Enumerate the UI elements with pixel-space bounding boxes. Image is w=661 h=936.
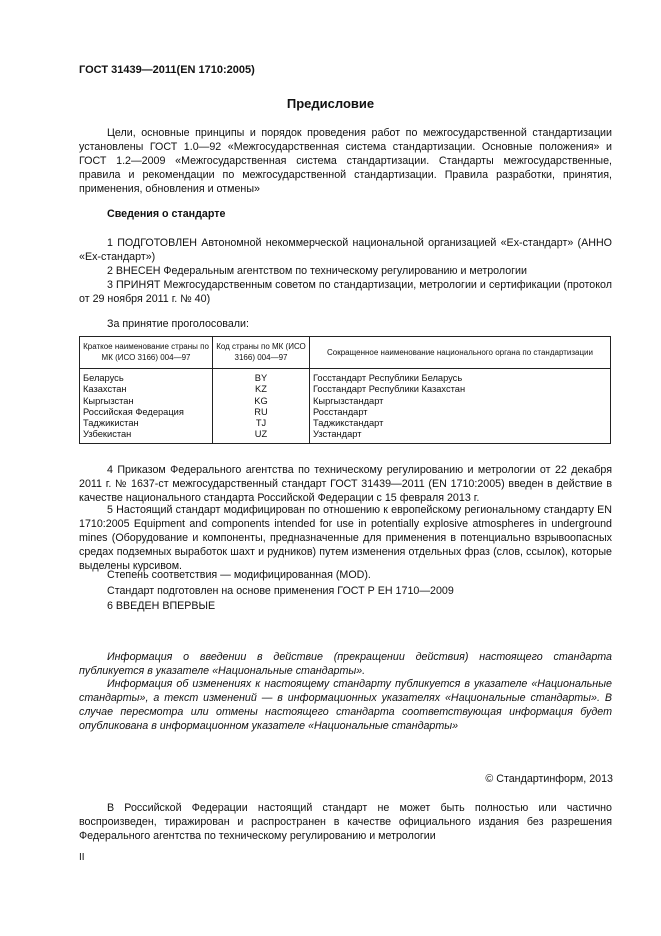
code-cell: UZ [213, 429, 310, 443]
degree-of-conformity: Степень соответствия — модифицированная (MOD). [107, 569, 371, 581]
voting-countries-table [79, 336, 611, 444]
body-cell: Росстандарт [310, 407, 611, 418]
table-row [80, 407, 611, 418]
item-6-introduced-first: 6 ВВЕДЕН ВПЕРВЫЕ [107, 600, 216, 612]
country-cell: Кыргызстан [80, 396, 213, 407]
body-cell: Кыргызстандарт [310, 396, 611, 407]
country-cell: Российская Федерация [80, 407, 213, 418]
section-heading-about-standard: Сведения о стандарте [107, 208, 226, 220]
column-header-body: Сокращенное наименование национального органа по стандартизации [310, 337, 611, 369]
notice-introduction-info: Информация о введении в действие (прекращении действия) настоящего стандарта публикуется в указателе «Национальные стандарты». [79, 651, 612, 677]
voted-label: За принятие проголосовали: [107, 318, 249, 330]
body-cell: Госстандарт Республики Беларусь [310, 373, 611, 384]
intro-paragraph: Цели, основные принципы и порядок проведения работ по межгосударственной стандартизации установлены ГОСТ 1.0—92 «Межгосударственная система стандартизации. Основные положения» и ГОСТ 1.2—2009 «Межгосударственная система стандартизации. Стандарты межгосударственные, правила и рекомендации по межгосударственной стандартизации. Правила разработки, принятия, применения, обновления и отмены» [79, 127, 612, 195]
reproduction-rights-paragraph: В Российской Федерации настоящий стандарт не может быть полностью или частично воспроизведен, тиражирован и распространен в качестве официального издания без разрешения Федерального агентства по техническому регулированию и метрологии [79, 802, 612, 842]
code-cell: RU [213, 407, 310, 418]
code-cell: KZ [213, 384, 310, 395]
basis-statement: Стандарт подготовлен на основе применения ГОСТ Р ЕН 1710—2009 [107, 585, 454, 597]
item-1-prepared: 1 ПОДГОТОВЛЕН Автономной некоммерческой национальной организацией «Ех-стандарт» (АННО «Ех-стандарт») [79, 237, 612, 263]
copyright-notice: © Стандартинформ, 2013 [485, 773, 613, 785]
code-cell: TJ [213, 418, 310, 429]
table-row [80, 396, 611, 407]
body-cell: Узстандарт [310, 429, 611, 443]
item-3-adopted: 3 ПРИНЯТ Межгосударственным советом по стандартизации, метрологии и сертификации (протокол от 29 ноября 2011 г. № 40) [79, 279, 612, 305]
table-row [80, 384, 611, 395]
country-cell: Таджикистан [80, 418, 213, 429]
item-2-introduced: 2 ВНЕСЕН Федеральным агентством по техническому регулированию и метрологии [107, 265, 527, 277]
body-cell: Госстандарт Республики Казахстан [310, 384, 611, 395]
country-cell: Казахстан [80, 384, 213, 395]
table-row [80, 418, 611, 429]
code-cell: KG [213, 396, 310, 407]
column-header-country: Краткое наименование страны по МК (ИСО 3166) 004—97 [80, 337, 213, 369]
country-cell: Беларусь [80, 373, 213, 384]
item-4-order: 4 Приказом Федерального агентства по техническому регулированию и метрологии от 22 декабря 2011 г. № 1637-ст межгосударственный стандарт ГОСТ 31439—2011 (EN 1710:2005) введен в действие в качестве национального стандарта Российской Федерации с 15 февраля 2013 г. [79, 464, 612, 504]
column-header-code: Код страны по МК (ИСО 3166) 004—97 [213, 337, 310, 369]
table-row [80, 373, 611, 384]
page-title: Предисловие [286, 96, 375, 111]
table-row [80, 429, 611, 443]
country-cell: Узбекистан [80, 429, 213, 443]
item-5-modified: 5 Настоящий стандарт модифицирован по отношению к европейскому региональному стандарту EN 1710:2005 Equipment and components intended for use in potentially explosive atmospheres in underground mines (Оборудование и компоненты, предназначенные для применения в потенциально взрывоопасных средах подземных выработок шахт и рудников) путем изменения отдельных фраз (слов, ссылок), которые выделены курсивом. [79, 504, 612, 572]
document-code-header: ГОСТ 31439—2011(EN 1710:2005) [79, 64, 255, 76]
page-number: II [79, 852, 85, 863]
notice-changes-info: Информация об изменениях к настоящему стандарту публикуется в указателе «Национальные стандарты», а текст изменений — в информационных указателях «Национальные стандарты». В случае пересмотра или отмены настоящего стандарта соответствующая информация будет опубликована в информационном указателе «Национальные стандарты» [79, 678, 612, 732]
body-cell: Таджикстандарт [310, 418, 611, 429]
code-cell: BY [213, 373, 310, 384]
